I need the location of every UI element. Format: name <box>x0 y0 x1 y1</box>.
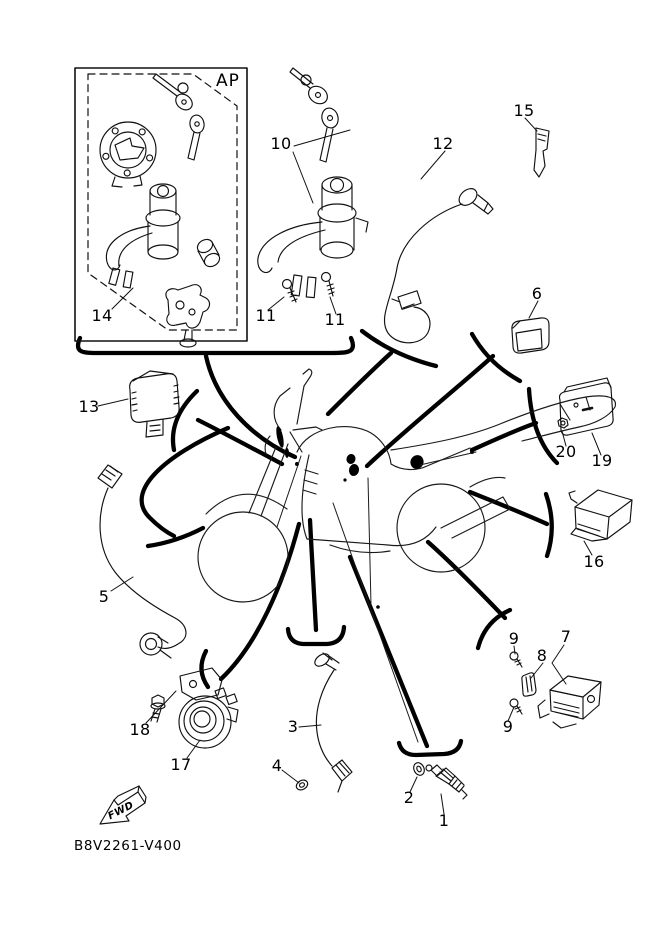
part-18-bolt <box>151 695 165 722</box>
leader-5 <box>142 428 228 536</box>
part-label-4: 4 <box>271 756 283 775</box>
ap-box-border <box>75 68 247 341</box>
label-pointer-lines <box>98 118 601 814</box>
leader-7 <box>428 542 505 618</box>
mirror-stalk <box>297 369 312 424</box>
part-11-screw-left <box>283 280 298 303</box>
thin-pointers <box>277 452 476 742</box>
part-label-1: 1 <box>438 811 450 830</box>
part-label-5: 5 <box>98 587 110 606</box>
part-7-relay-unit <box>538 676 601 728</box>
leader-1 <box>350 557 427 746</box>
part-label-2: 2 <box>403 788 415 807</box>
leader-12 <box>328 353 391 414</box>
exhaust <box>330 545 390 553</box>
part-label-10: 10 <box>270 134 292 153</box>
part-label-17: 17 <box>170 755 192 774</box>
part-label-18: 18 <box>129 720 151 739</box>
ap-group-label: AP <box>216 71 240 91</box>
part-10-main-switch <box>258 68 368 302</box>
part-label-19: 19 <box>591 451 613 470</box>
part-label-7: 7 <box>560 627 572 646</box>
part-label-13: 13 <box>78 397 100 416</box>
part-label-11: 11 <box>324 310 346 329</box>
drawing-number: B8V2261-V400 <box>74 838 182 854</box>
belly <box>307 527 436 546</box>
part-19-plate <box>560 378 614 435</box>
seat-tail <box>391 396 615 450</box>
motorcycle-outline <box>198 369 615 742</box>
part-label-16: 16 <box>583 552 605 571</box>
part-label-11: 11 <box>255 306 277 325</box>
part-label-3: 3 <box>287 717 299 736</box>
part-11-screw-right <box>322 273 335 297</box>
part-8-plate <box>522 673 536 696</box>
frame-down <box>302 455 309 539</box>
handlebar <box>293 427 322 430</box>
leader-19-cap <box>529 389 557 463</box>
mount-points <box>275 426 474 609</box>
part-17-horn <box>179 668 238 748</box>
front-wheel <box>198 512 288 602</box>
part-14-seat-lock <box>166 285 210 347</box>
leader-13-cap <box>173 391 197 450</box>
leader-3 <box>310 520 316 630</box>
leader-1-cap <box>399 741 461 755</box>
part-15-key-blank <box>534 128 549 177</box>
part-label-8: 8 <box>536 646 548 665</box>
part-20-nut <box>558 418 568 428</box>
part-label-12: 12 <box>432 134 454 153</box>
part-6-relay <box>512 318 549 353</box>
ap-dashed-border <box>88 74 237 330</box>
part-13-relay <box>130 371 179 437</box>
part-16-relay <box>569 490 632 541</box>
rear-hugger <box>470 477 505 487</box>
part-label-9: 9 <box>508 629 520 648</box>
part-label-9: 9 <box>502 717 514 736</box>
part-3-sensor-lead <box>313 651 352 792</box>
part-14-key-set <box>153 74 205 160</box>
part-label-20: 20 <box>555 442 577 461</box>
part-4-washer <box>295 778 310 792</box>
fwd-label: FWD <box>106 799 136 823</box>
part-14-main-switch <box>106 184 180 288</box>
part-2-washer <box>412 761 427 777</box>
front-fender <box>206 494 287 514</box>
leader-19 <box>472 423 536 450</box>
part-14-fuel-cap <box>100 122 156 187</box>
leader-lines <box>78 331 557 755</box>
side-panel <box>391 448 470 470</box>
part-label-15: 15 <box>513 101 535 120</box>
part-label-6: 6 <box>531 284 543 303</box>
part-9-screw-top <box>510 652 522 667</box>
part-14-helmet-lock <box>195 237 222 269</box>
part-1-spark-plug <box>426 765 467 799</box>
part-12-switch-lead <box>384 185 493 343</box>
part-label-14: 14 <box>91 306 113 325</box>
